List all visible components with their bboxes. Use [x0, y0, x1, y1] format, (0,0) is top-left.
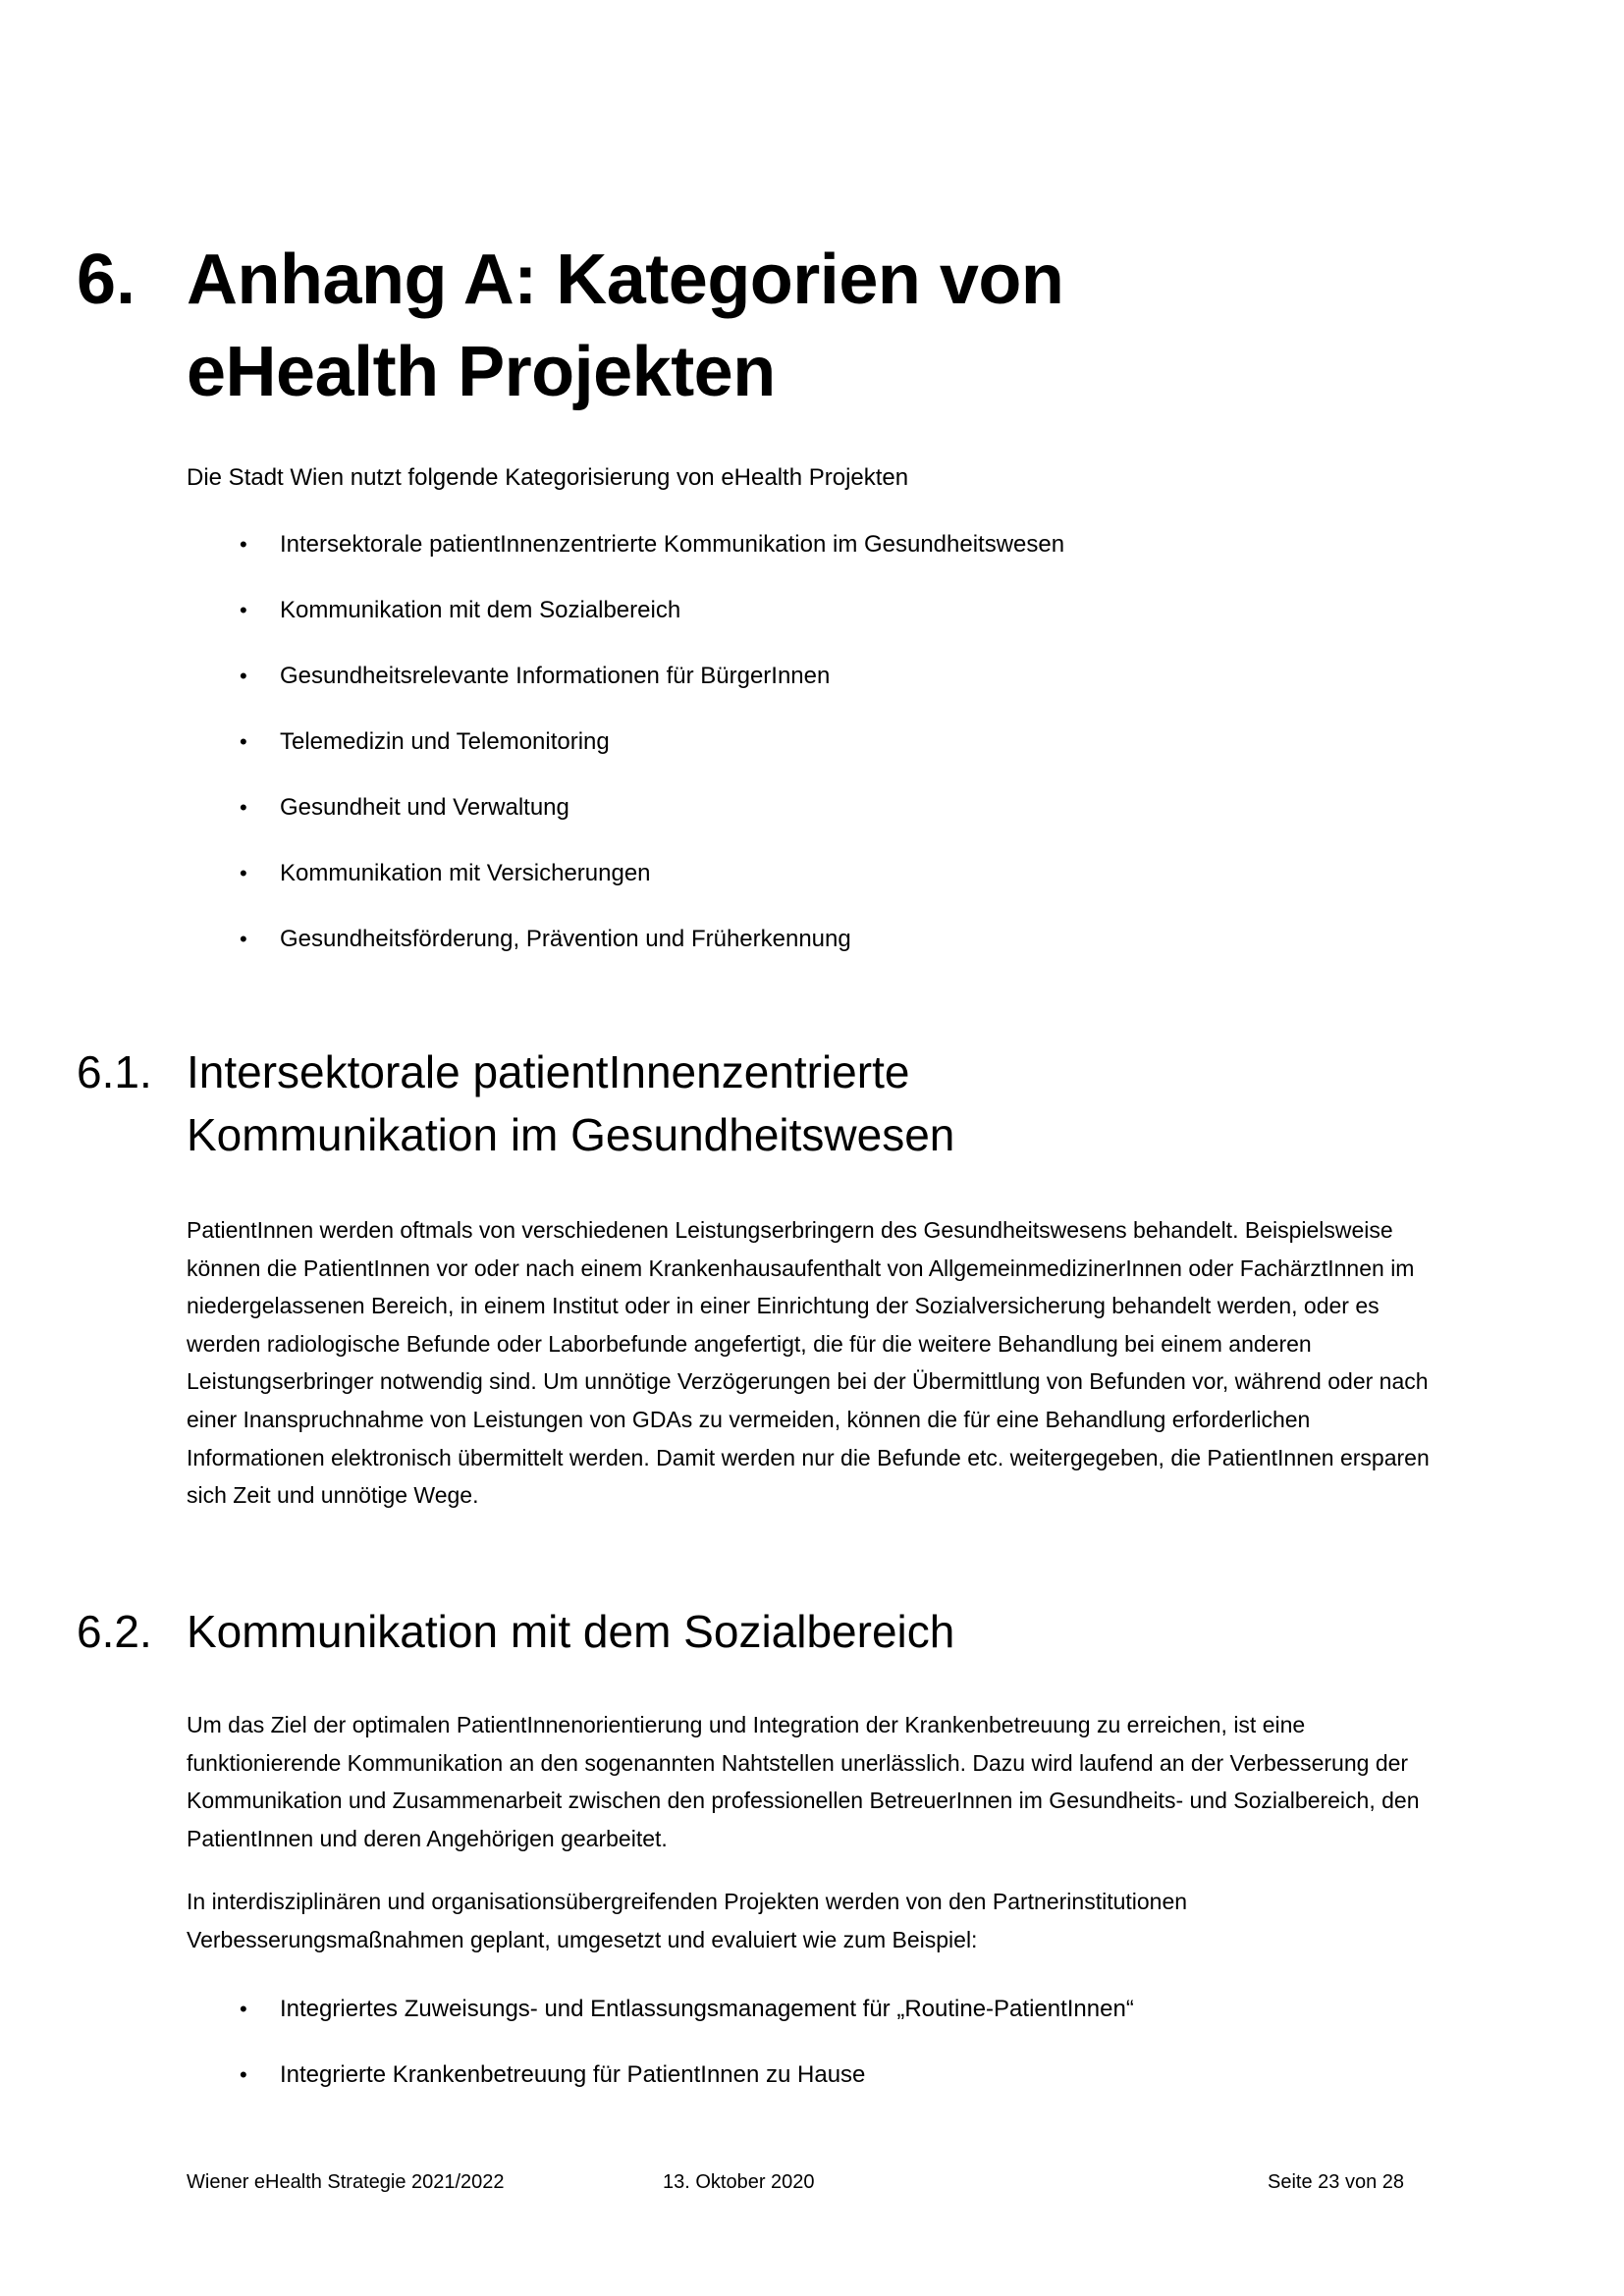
list-item: • Gesundheitsrelevante Informationen für BürgerInnen [187, 660, 1463, 725]
section-number: 6.1. [77, 1046, 152, 1097]
list-item: • Integriertes Zuweisungs- und Entlassungsmanagement für „Routine-PatientInnen“ [187, 1993, 1463, 2058]
chapter-number: 6. [77, 240, 136, 319]
bullet-icon: • [240, 664, 247, 688]
bullet-icon: • [240, 598, 247, 622]
bullet-icon: • [240, 729, 247, 754]
intro-text: Die Stadt Wien nutzt folgende Kategorisierung von eHealth Projekten [187, 464, 909, 491]
example-list [187, 1993, 1463, 2124]
bullet-icon: • [240, 1997, 247, 2021]
bullet-icon: • [240, 861, 247, 885]
section-6-2-paragraph-1: Um das Ziel der optimalen PatientInnenorientierung und Integration der Krankenbetreuung zu erreichen, ist eine funktionierende Kommunikation an den sogenannten Nahtstellen unerlässlich. Dazu wird laufend an der Verbesserung der Kommunikation und Zusammenarbeit zwischen den professionellen BetreuerInnen im Gesundheits- und Sozialbereich, den PatientInnen und deren Angehörigen gearbeitet. [187, 1712, 1420, 1851]
footer-date: 13. Oktober 2020 [663, 2171, 815, 2193]
list-item: • Integrierte Krankenbetreuung für PatientInnen zu Hause [187, 2058, 1463, 2124]
list-item: • Gesundheit und Verwaltung [187, 791, 1463, 857]
bullet-icon: • [240, 2062, 247, 2087]
section-title: Intersektorale patientInnenzentrierte Kommunikation im Gesundheitswesen [187, 1046, 955, 1160]
footer-page-number: Seite 23 von 28 [1268, 2171, 1404, 2193]
list-item: • Gesundheitsförderung, Prävention und Früherkennung [187, 923, 1463, 988]
list-item: • Kommunikation mit Versicherungen [187, 857, 1463, 923]
bullet-icon: • [240, 927, 247, 951]
list-item: • Telemedizin und Telemonitoring [187, 725, 1463, 791]
list-item: • Intersektorale patientInnenzentrierte Kommunikation im Gesundheitswesen [187, 528, 1463, 594]
bullet-icon: • [240, 532, 247, 557]
section-6-2-paragraph-2: In interdisziplinären und organisationsübergreifenden Projekten werden von den Partnerinstitutionen Verbesserungsmaßnahmen geplant, umgesetzt und evaluiert wie zum Beispiel: [187, 1889, 1188, 1952]
chapter-title: Anhang A: Kategorien von eHealth Projekten [187, 240, 1064, 411]
bullet-icon: • [240, 795, 247, 820]
section-6-1-paragraph: PatientInnen werden oftmals von verschiedenen Leistungserbringern des Gesundheitswesens behandelt. Beispielsweise können die PatientInnen vor oder nach einem Krankenhausaufenthalt von AllgemeinmedizinerInnen oder FachärztInnen im niedergelassenen Bereich, in einem Institut oder in einer Einrichtung der Sozialversicherung behandelt werden, oder es werden radiologische Befunde oder Laborbefunde angefertigt, die für die weitere Behandlung bei einem anderen Leistungserbringer notwendig sind. Um unnötige Verzögerungen bei der Übermittlung von Befunden vor, während oder nach einer Inanspruchnahme von Leistungen von GDAs zu vermeiden, können die für eine Behandlung erforderlichen Informationen elektronisch übermittelt werden. Damit werden nur die Befunde etc. weitergegeben, die PatientInnen ersparen sich Zeit und unnötige Wege. [187, 1217, 1430, 1509]
footer-document-title: Wiener eHealth Strategie 2021/2022 [187, 2171, 505, 2193]
category-list [187, 528, 1463, 988]
section-number: 6.2. [77, 1606, 152, 1657]
section-title: Kommunikation mit dem Sozialbereich [187, 1606, 955, 1657]
list-item: • Kommunikation mit dem Sozialbereich [187, 594, 1463, 660]
